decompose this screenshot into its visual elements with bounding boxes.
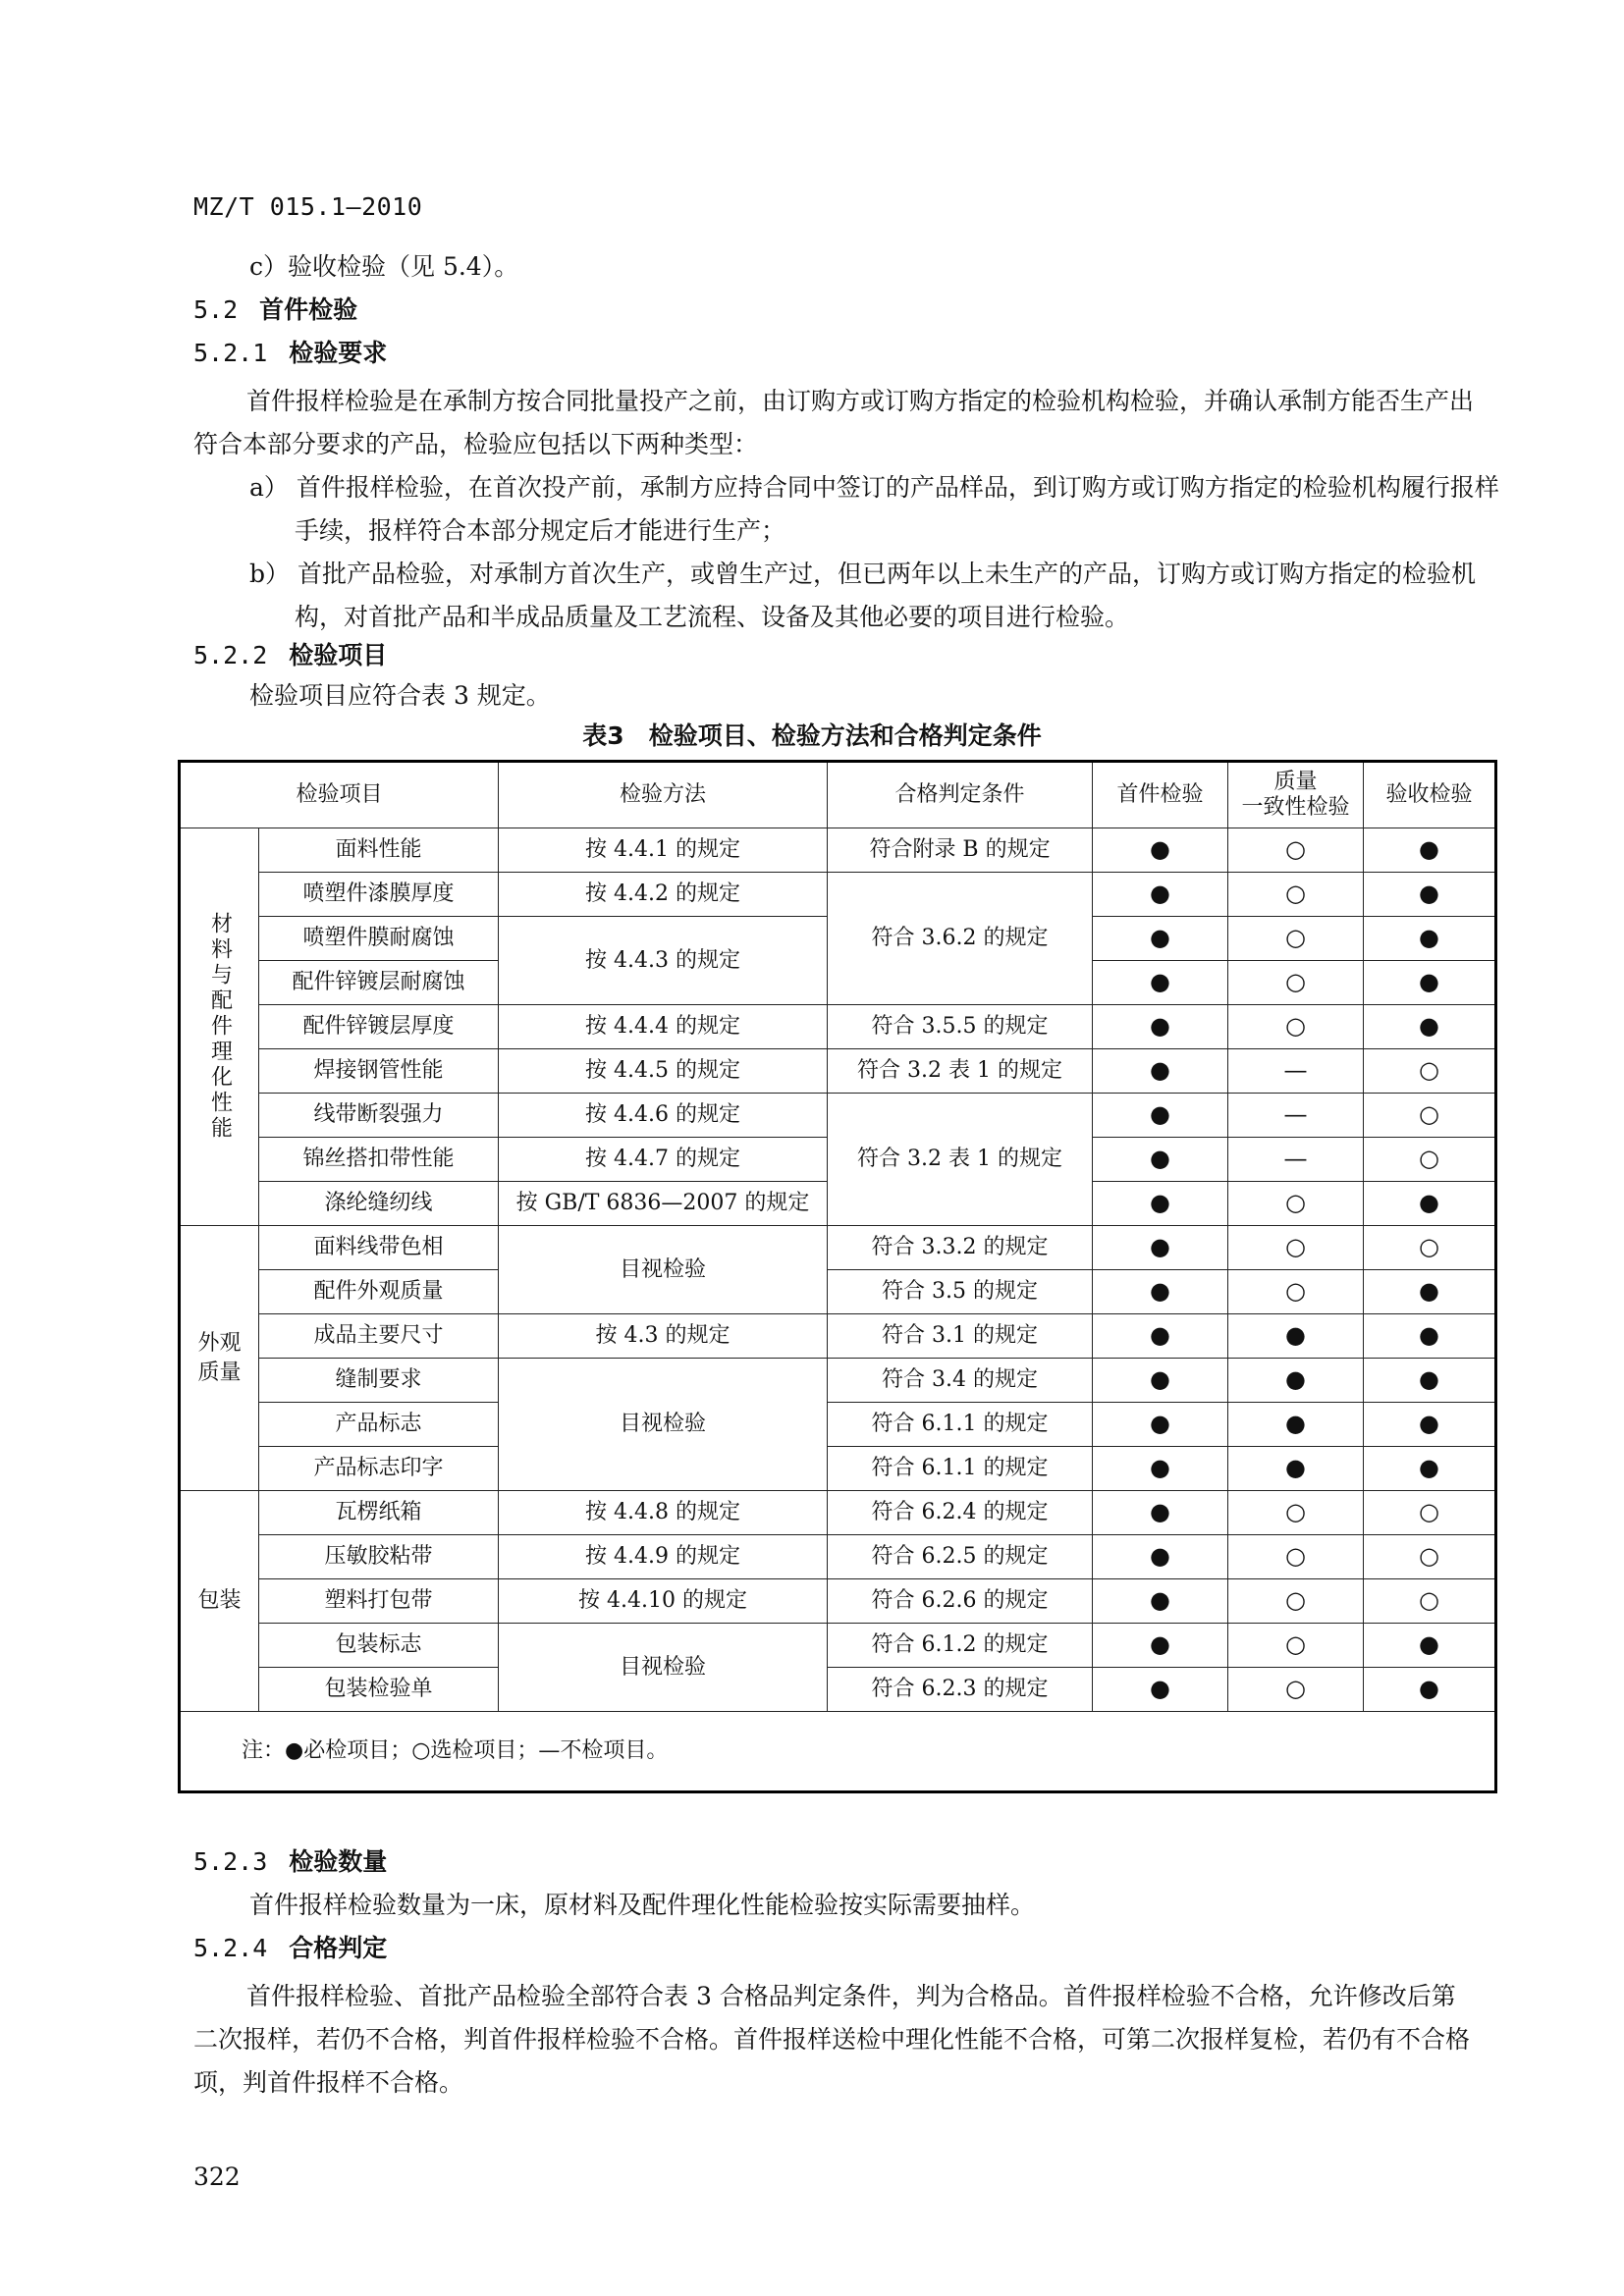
method-cell: 按 4.4.8 的规定 xyxy=(499,1491,828,1535)
item-cell: 成品主要尺寸 xyxy=(259,1314,499,1359)
mark-accept xyxy=(1364,1359,1496,1403)
table-row xyxy=(180,1403,1496,1447)
mark-quality xyxy=(1228,1138,1364,1182)
header-quality-line2: 一致性检验 xyxy=(1241,795,1350,820)
table-row xyxy=(180,1668,1496,1712)
paragraph-5-2-2: 检验项目应符合表 3 规定。 xyxy=(249,681,551,710)
mark-accept xyxy=(1364,1270,1496,1314)
mark-symbol: ● xyxy=(1419,924,1439,951)
criteria-cell: 符合 6.2.6 的规定 xyxy=(828,1579,1093,1624)
mark-symbol: ○ xyxy=(1285,880,1306,907)
mark-first xyxy=(1093,828,1228,873)
list-item-a: a） 首件报样检验，在首次投产前，承制方应持合同中签订的产品样品，到订购方或订购方指定的检验机构履行报样手续，报样符合本部分规定后才能进行生产； xyxy=(249,473,1499,545)
mark-quality xyxy=(1228,1491,1364,1535)
mark-accept xyxy=(1364,873,1496,917)
paragraph-5-2-4: 首件报样检验、首批产品检验全部符合表 3 合格品判定条件，判为合格品。首件报样检验不合格，允许修改后第二次报样，若仍不合格，判首件报样检验不合格。首件报样送检中理化性能不合格，可第二次报样复检，若仍有不合格项，判首件报样不合格。 xyxy=(193,1982,1471,2097)
mark-symbol: ○ xyxy=(1285,1675,1306,1702)
table-row xyxy=(180,1049,1496,1094)
mark-first xyxy=(1093,1314,1228,1359)
mark-symbol: ● xyxy=(1419,1630,1439,1658)
method-cell: 按 4.4.1 的规定 xyxy=(499,828,828,873)
mark-symbol: ○ xyxy=(1285,1233,1306,1260)
criteria-cell: 符合 3.2 表 1 的规定 xyxy=(828,1094,1093,1226)
item-cell: 包装检验单 xyxy=(259,1668,499,1712)
mark-symbol: ● xyxy=(1150,880,1170,907)
table-row xyxy=(180,1491,1496,1535)
item-cell: 喷塑件漆膜厚度 xyxy=(259,873,499,917)
mark-first xyxy=(1093,1359,1228,1403)
table-row xyxy=(180,1447,1496,1491)
mark-symbol: ● xyxy=(1150,1189,1170,1216)
mark-quality xyxy=(1228,1182,1364,1226)
mark-symbol: ○ xyxy=(1419,1056,1439,1084)
item-cell: 面料性能 xyxy=(259,828,499,873)
item-cell: 瓦楞纸箱 xyxy=(259,1491,499,1535)
mark-quality xyxy=(1228,1579,1364,1624)
table-header-row xyxy=(180,762,1496,828)
item-cell: 涤纶缝纫线 xyxy=(259,1182,499,1226)
mark-first xyxy=(1093,961,1228,1005)
method-cell: 按 4.4.10 的规定 xyxy=(499,1579,828,1624)
section-heading-5-2-1 xyxy=(193,337,387,370)
mark-symbol: ● xyxy=(1419,880,1439,907)
mark-symbol: ● xyxy=(1285,1410,1306,1437)
section-title: 首件检验 xyxy=(259,295,358,324)
criteria-cell: 符合 6.1.1 的规定 xyxy=(828,1403,1093,1447)
criteria-cell: 符合 3.2 表 1 的规定 xyxy=(828,1049,1093,1094)
mark-accept xyxy=(1364,1491,1496,1535)
method-cell: 按 4.4.6 的规定 xyxy=(499,1094,828,1138)
mark-quality xyxy=(1228,1447,1364,1491)
mark-first xyxy=(1093,917,1228,961)
item-cell: 压敏胶粘带 xyxy=(259,1535,499,1579)
mark-quality xyxy=(1228,1094,1364,1138)
mark-accept xyxy=(1364,1624,1496,1668)
mark-symbol: — xyxy=(1283,1100,1308,1128)
group-appearance xyxy=(180,1226,259,1491)
mark-symbol: ○ xyxy=(1419,1145,1439,1172)
method-cell: 目视检验 xyxy=(499,1226,828,1314)
method-cell: 按 GB/T 6836—2007 的规定 xyxy=(499,1182,828,1226)
mark-first xyxy=(1093,1226,1228,1270)
mark-symbol: ● xyxy=(1419,1675,1439,1702)
item-cell: 喷塑件膜耐腐蚀 xyxy=(259,917,499,961)
standard-code: MZ/T 015.1—2010 xyxy=(193,192,423,221)
inspection-table xyxy=(178,760,1497,1793)
item-cell: 锦丝搭扣带性能 xyxy=(259,1138,499,1182)
criteria-cell: 符合 6.2.4 的规定 xyxy=(828,1491,1093,1535)
mark-quality xyxy=(1228,1049,1364,1094)
mark-quality xyxy=(1228,917,1364,961)
mark-quality xyxy=(1228,1359,1364,1403)
criteria-cell: 符合附录 B 的规定 xyxy=(828,828,1093,873)
list-item-b: b） 首批产品检验，对承制方首次生产，或曾生产过，但已两年以上未生产的产品，订购方或订购方指定的检验机构，对首批产品和半成品质量及工艺流程、设备及其他必要的项目进行检验。 xyxy=(249,560,1476,631)
mark-quality xyxy=(1228,1535,1364,1579)
mark-symbol: ○ xyxy=(1285,835,1306,863)
section-heading-5-2-3 xyxy=(193,1845,387,1879)
mark-first xyxy=(1093,1049,1228,1094)
mark-first xyxy=(1093,1491,1228,1535)
mark-symbol: ● xyxy=(1150,1454,1170,1481)
criteria-cell: 符合 3.6.2 的规定 xyxy=(828,873,1093,1005)
mark-symbol: ● xyxy=(1150,1145,1170,1172)
mark-accept xyxy=(1364,917,1496,961)
method-cell: 按 4.4.4 的规定 xyxy=(499,1005,828,1049)
mark-accept xyxy=(1364,1403,1496,1447)
mark-symbol: ● xyxy=(1419,835,1439,863)
table-row xyxy=(180,1270,1496,1314)
mark-symbol: ● xyxy=(1419,1454,1439,1481)
header-quality-consistency xyxy=(1228,762,1364,828)
mark-symbol: ● xyxy=(1419,1410,1439,1437)
mark-first xyxy=(1093,1403,1228,1447)
mark-symbol: ● xyxy=(1150,1277,1170,1305)
mark-symbol: ● xyxy=(1150,1365,1170,1393)
mark-symbol: ● xyxy=(1150,1498,1170,1525)
mark-first xyxy=(1093,1579,1228,1624)
mark-first xyxy=(1093,873,1228,917)
mark-first xyxy=(1093,1624,1228,1668)
mark-symbol: ● xyxy=(1150,1542,1170,1570)
table-row xyxy=(180,1094,1496,1138)
criteria-cell: 符合 6.1.2 的规定 xyxy=(828,1624,1093,1668)
criteria-cell: 符合 3.1 的规定 xyxy=(828,1314,1093,1359)
mark-symbol: ● xyxy=(1150,1321,1170,1349)
criteria-cell: 符合 3.3.2 的规定 xyxy=(828,1226,1093,1270)
mark-accept xyxy=(1364,1579,1496,1624)
mark-symbol: ○ xyxy=(1285,968,1306,995)
item-cell: 面料线带色相 xyxy=(259,1226,499,1270)
mark-quality xyxy=(1228,1226,1364,1270)
mark-quality xyxy=(1228,1270,1364,1314)
mark-first xyxy=(1093,1668,1228,1712)
mark-accept xyxy=(1364,1094,1496,1138)
table-row xyxy=(180,1624,1496,1668)
criteria-cell: 符合 3.5.5 的规定 xyxy=(828,1005,1093,1049)
mark-symbol: ● xyxy=(1150,1012,1170,1040)
mark-symbol: ● xyxy=(1150,1100,1170,1128)
table-row xyxy=(180,1359,1496,1403)
mark-symbol: ● xyxy=(1285,1365,1306,1393)
mark-quality xyxy=(1228,1403,1364,1447)
table-row xyxy=(180,873,1496,917)
mark-symbol: ○ xyxy=(1419,1498,1439,1525)
mark-symbol: ○ xyxy=(1419,1100,1439,1128)
mark-quality xyxy=(1228,961,1364,1005)
mark-symbol: ● xyxy=(1150,1410,1170,1437)
mark-accept xyxy=(1364,1138,1496,1182)
paragraph-5-2-1: 首件报样检验是在承制方按合同批量投产之前，由订购方或订购方指定的检验机构检验，并确认承制方能否生产出符合本部分要求的产品，检验应包括以下两种类型： xyxy=(193,387,1475,458)
mark-symbol: ○ xyxy=(1285,1586,1306,1614)
item-cell: 配件外观质量 xyxy=(259,1270,499,1314)
mark-symbol: ○ xyxy=(1419,1233,1439,1260)
method-cell: 按 4.4.9 的规定 xyxy=(499,1535,828,1579)
mark-accept xyxy=(1364,1005,1496,1049)
table-caption: 表3 检验项目、检验方法和合格判定条件 xyxy=(582,721,1042,750)
header-method: 检验方法 xyxy=(499,762,828,828)
mark-quality xyxy=(1228,873,1364,917)
mark-quality xyxy=(1228,1005,1364,1049)
section-number: 5.2.4 xyxy=(193,1934,268,1962)
table-row xyxy=(180,1226,1496,1270)
mark-symbol: — xyxy=(1283,1056,1308,1084)
criteria-cell: 符合 3.4 的规定 xyxy=(828,1359,1093,1403)
mark-symbol: ● xyxy=(1419,1189,1439,1216)
mark-symbol: ● xyxy=(1150,835,1170,863)
mark-accept xyxy=(1364,828,1496,873)
item-cell: 焊接钢管性能 xyxy=(259,1049,499,1094)
mark-symbol: ● xyxy=(1419,968,1439,995)
section-title: 合格判定 xyxy=(289,1934,388,1962)
mark-symbol: ● xyxy=(1285,1454,1306,1481)
mark-symbol: ● xyxy=(1150,1056,1170,1084)
section-number: 5.2.2 xyxy=(193,641,268,669)
mark-symbol: ○ xyxy=(1285,1542,1306,1570)
section-number: 5.2 xyxy=(193,295,239,324)
mark-quality xyxy=(1228,828,1364,873)
item-cell: 产品标志 xyxy=(259,1403,499,1447)
item-cell: 配件锌镀层耐腐蚀 xyxy=(259,961,499,1005)
mark-symbol: ○ xyxy=(1285,924,1306,951)
mark-first xyxy=(1093,1138,1228,1182)
table-row xyxy=(180,1314,1496,1359)
header-item: 检验项目 xyxy=(180,762,499,828)
mark-symbol: ○ xyxy=(1419,1542,1439,1570)
criteria-cell: 符合 6.2.5 的规定 xyxy=(828,1535,1093,1579)
mark-first xyxy=(1093,1094,1228,1138)
group-label: 外观质量 xyxy=(197,1330,242,1385)
section-title: 检验要求 xyxy=(289,339,388,367)
mark-first xyxy=(1093,1005,1228,1049)
mark-symbol: ● xyxy=(1285,1321,1306,1349)
header-first-inspection: 首件检验 xyxy=(1093,762,1228,828)
mark-first xyxy=(1093,1270,1228,1314)
mark-symbol: ○ xyxy=(1285,1277,1306,1305)
section-number: 5.2.1 xyxy=(193,339,268,367)
mark-accept xyxy=(1364,1182,1496,1226)
mark-accept xyxy=(1364,1535,1496,1579)
mark-first xyxy=(1093,1535,1228,1579)
method-cell: 按 4.4.5 的规定 xyxy=(499,1049,828,1094)
section-heading-5-2-4 xyxy=(193,1932,387,1965)
mark-symbol: ● xyxy=(1150,1586,1170,1614)
mark-symbol: ○ xyxy=(1419,1586,1439,1614)
mark-symbol: ● xyxy=(1150,1233,1170,1260)
method-cell: 按 4.4.2 的规定 xyxy=(499,873,828,917)
item-cell: 包装标志 xyxy=(259,1624,499,1668)
mark-symbol: ○ xyxy=(1285,1630,1306,1658)
table-note: 注：●必检项目；○选检项目；—不检项目。 xyxy=(180,1712,1496,1792)
mark-quality xyxy=(1228,1668,1364,1712)
mark-first xyxy=(1093,1447,1228,1491)
mark-first xyxy=(1093,1182,1228,1226)
criteria-cell: 符合 3.5 的规定 xyxy=(828,1270,1093,1314)
table-note-row xyxy=(180,1712,1496,1792)
mark-accept xyxy=(1364,1668,1496,1712)
mark-quality xyxy=(1228,1314,1364,1359)
method-cell: 按 4.3 的规定 xyxy=(499,1314,828,1359)
mark-accept xyxy=(1364,1447,1496,1491)
mark-symbol: ● xyxy=(1150,968,1170,995)
item-cell: 缝制要求 xyxy=(259,1359,499,1403)
method-cell: 按 4.4.7 的规定 xyxy=(499,1138,828,1182)
mark-symbol: ○ xyxy=(1285,1012,1306,1040)
item-cell: 塑料打包带 xyxy=(259,1579,499,1624)
mark-symbol: ● xyxy=(1150,1630,1170,1658)
mark-symbol: ● xyxy=(1419,1321,1439,1349)
section-number: 5.2.3 xyxy=(193,1847,268,1876)
mark-symbol: ● xyxy=(1150,924,1170,951)
section-title: 检验项目 xyxy=(289,641,388,669)
item-cell: 线带断裂强力 xyxy=(259,1094,499,1138)
mark-accept xyxy=(1364,1314,1496,1359)
item-cell: 产品标志印字 xyxy=(259,1447,499,1491)
table-row xyxy=(180,828,1496,873)
mark-symbol: ● xyxy=(1150,1675,1170,1702)
group-materials: 材料与配件理化性能 xyxy=(180,828,259,1226)
mark-symbol: ● xyxy=(1419,1012,1439,1040)
mark-quality xyxy=(1228,1624,1364,1668)
method-cell: 按 4.4.3 的规定 xyxy=(499,917,828,1005)
criteria-cell: 符合 6.2.3 的规定 xyxy=(828,1668,1093,1712)
table-row xyxy=(180,1005,1496,1049)
mark-accept xyxy=(1364,1049,1496,1094)
mark-accept xyxy=(1364,1226,1496,1270)
item-cell: 配件锌镀层厚度 xyxy=(259,1005,499,1049)
table-row xyxy=(180,1579,1496,1624)
header-quality-line1: 质量 xyxy=(1273,770,1318,794)
section-title: 检验数量 xyxy=(289,1847,388,1876)
mark-symbol: ○ xyxy=(1285,1498,1306,1525)
header-acceptance: 验收检验 xyxy=(1364,762,1496,828)
group-packaging: 包装 xyxy=(180,1491,259,1712)
mark-symbol: ○ xyxy=(1285,1189,1306,1216)
mark-symbol: ● xyxy=(1419,1277,1439,1305)
paragraph-5-2-3: 首件报样检验数量为一床，原材料及配件理化性能检验按实际需要抽样。 xyxy=(249,1891,1036,1919)
list-item-c: c）验收检验（见 5.4）。 xyxy=(249,252,519,281)
table-row xyxy=(180,1535,1496,1579)
mark-symbol: ● xyxy=(1419,1365,1439,1393)
criteria-cell: 符合 6.1.1 的规定 xyxy=(828,1447,1093,1491)
header-criteria: 合格判定条件 xyxy=(828,762,1093,828)
method-cell: 目视检验 xyxy=(499,1359,828,1491)
page-number: 322 xyxy=(193,2163,241,2191)
section-heading-5-2 xyxy=(193,294,357,327)
mark-accept xyxy=(1364,961,1496,1005)
method-cell: 目视检验 xyxy=(499,1624,828,1712)
section-heading-5-2-2 xyxy=(193,639,387,672)
mark-symbol: — xyxy=(1283,1145,1308,1172)
